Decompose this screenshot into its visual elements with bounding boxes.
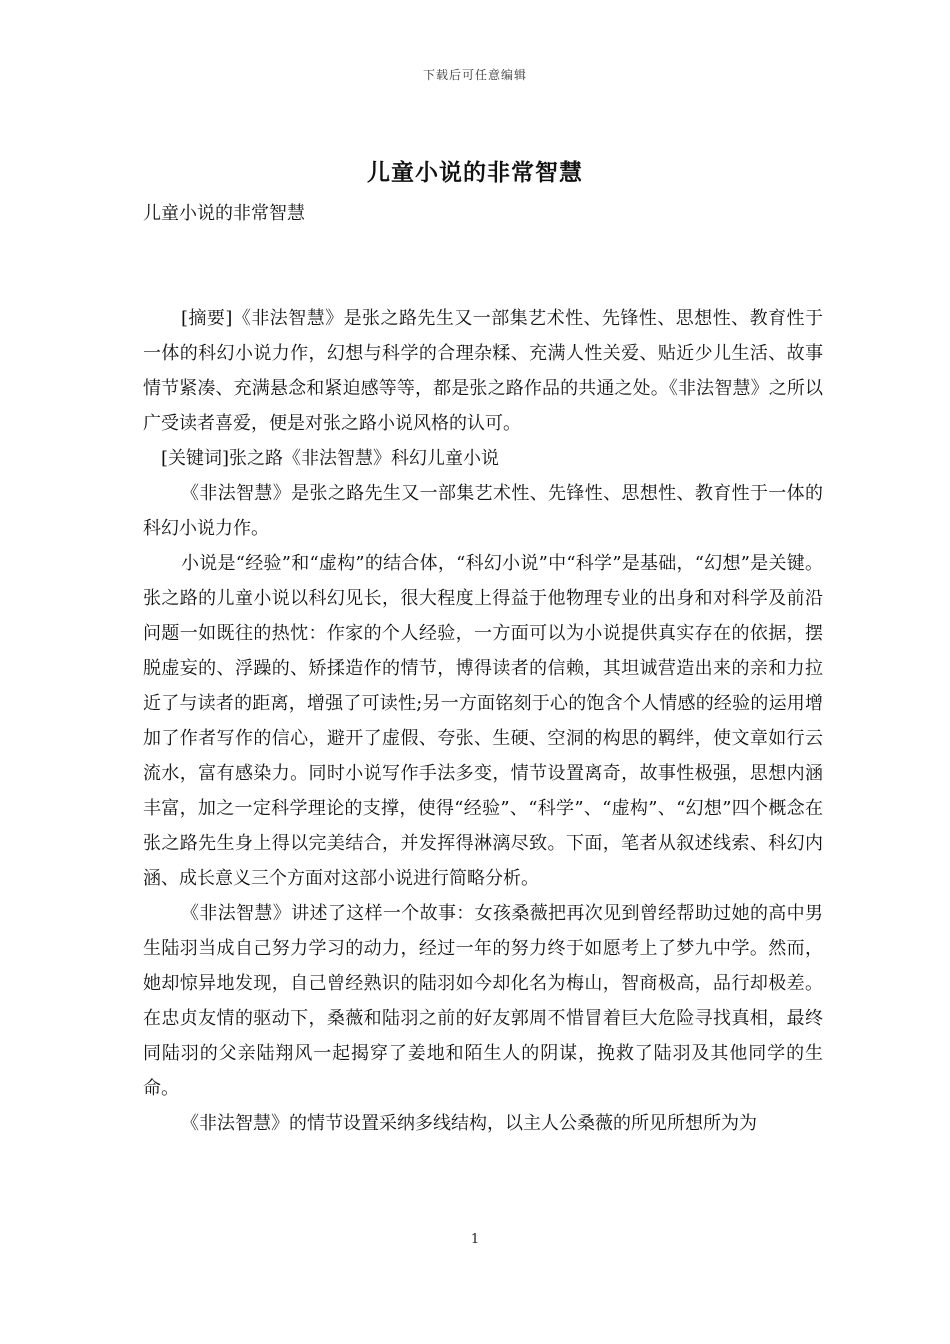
abstract-paragraph: [摘要]《非法智慧》是张之路先生又一部集艺术性、先锋性、思想性、教育性于一体的科幻小说力作，幻想与科学的合理杂糅、充满人性关爱、贴近少儿生活、故事情节紧凑、充满悬念和紧迫感等等，都是张之路作品的共通之处。《非法智慧》之所以广受读者喜爱，便是对张之路小说风格的认可。 <box>143 308 823 434</box>
body-paragraph-3: 《非法智慧》讲述了这样一个故事：女孩桑薇把再次见到曾经帮助过她的高中男生陆羽当成自己努力学习的动力，经过一年的努力终于如愿考上了梦九中学。然而，她却惊异地发现，自己曾经熟识的陆羽如今却化名为梅山，智商极高，品行却极差。在忠贞友情的驱动下，桑薇和陆羽之前的好友郭周不惜冒着巨大危险寻找真相，最终同陆羽的父亲陆翔风一起揭穿了姜地和陌生人的阴谋，挽救了陆羽及其他同学的生命。 <box>143 903 823 1099</box>
page-number: 1 <box>470 1232 480 1247</box>
body-paragraph-4: 《非法智慧》的情节设置采纳多线结构，以主人公桑薇的所见所想所为为 <box>181 1113 757 1134</box>
body-paragraph-1: 《非法智慧》是张之路先生又一部集艺术性、先锋性、思想性、教育性于一体的科幻小说力作。 <box>143 483 823 539</box>
document-body <box>143 196 823 1141</box>
header-note: 下载后可任意编辑 <box>422 68 527 82</box>
body-paragraph-2: 小说是“经验”和“虚构”的结合体，“科幻小说”中“科学”是基础，“幻想”是关键。张之路的儿童小说以科幻见长，很大程度上得益于他物理专业的出身和对科学及前沿问题一如既往的热忱：作家的个人经验，一方面可以为小说提供真实存在的依据，摆脱虚妄的、浮躁的、矫揉造作的情节，博得读者的信赖，其坦诚营造出来的亲和力拉近了与读者的距离，增强了可读性;另一方面铭刻于心的饱含个人情感的经验的运用增加了作者写作的信心，避开了虚假、夸张、生硬、空洞的构思的羁绊，使文章如行云流水，富有感染力。同时小说写作手法多变，情节设置离奇，故事性极强，思想内涵丰富，加之一定科学理论的支撑，使得“经验”、“科学”、“虚构”、“幻想”四个概念在张之路先生身上得以完美结合，并发挥得淋漓尽致。下面，笔者从叙述线索、科幻内涵、成长意义三个方面对这部小说进行简略分析。 <box>143 553 823 889</box>
keywords-paragraph: [关键词]张之路《非法智慧》科幻儿童小说 <box>161 448 500 469</box>
document-title: 儿童小说的非常智慧 <box>367 160 583 186</box>
document-subtitle: 儿童小说的非常智慧 <box>143 203 305 224</box>
